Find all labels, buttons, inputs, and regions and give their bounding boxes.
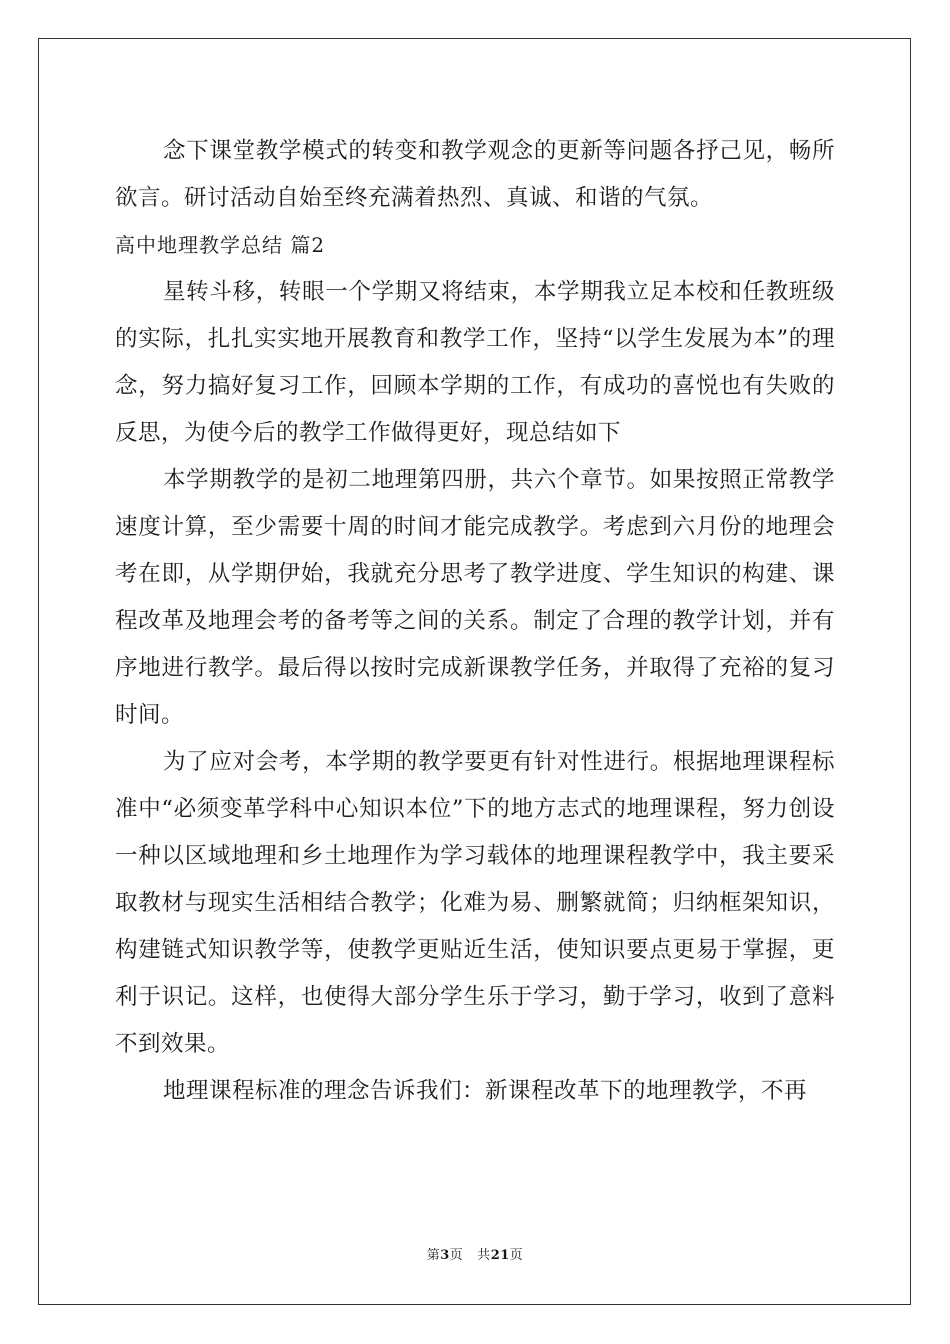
page-prefix: 第 (426, 1248, 441, 1263)
paragraph-teaching-content: 本学期教学的是初二地理第四册，共六个章节。如果按照正常教学速度计算，至少需要十周的时间才能完成教学。考虑到六月份的地理会考在即，从学期伊始，我就充分思考了教学进度、学生知识的构建、课程改革及地理会考的备考等之间的关系。制定了合理的教学计划，并有序地进行教学。最后得以按时完成新课教学任务，并取得了充裕的复习时间。 (115, 467, 835, 728)
total-pages: 21 (490, 1248, 510, 1263)
page-footer (0, 1247, 950, 1265)
paragraph-curriculum-standard: 地理课程标准的理念告诉我们：新课程改革下的地理教学，不再 (163, 1078, 808, 1104)
document-body (115, 128, 835, 1115)
page-suffix: 页 (449, 1248, 464, 1263)
total-prefix: 共 (477, 1248, 491, 1263)
paragraph-continuation: 念下课堂教学模式的转变和教学观念的更新等问题各抒己见，畅所欲言。研讨活动自始至终充满着热烈、真诚、和谐的气氛。 (115, 138, 835, 211)
paragraph-exam-preparation: 为了应对会考，本学期的教学要更有针对性进行。根据地理课程标准中“必须变革学科中心知识本位”下的地方志式的地理课程，努力创设一种以区域地理和乡土地理作为学习载体的地理课程教学中，我主要采取教材与现实生活相结合教学；化难为易、删繁就简；归纳框架知识，构建链式知识教学等，使教学更贴近生活，使知识要点更易于掌握，更利于识记。这样，也使得大部分学生乐于学习，勤于学习，收到了意料不到效果。 (115, 749, 835, 1057)
page-number: 3 (440, 1248, 450, 1263)
section-heading: 高中地理教学总结 篇2 (115, 233, 326, 257)
paragraph-intro: 星转斗移，转眼一个学期又将结束，本学期我立足本校和任教班级的实际，扎扎实实地开展教育和教学工作，坚持“以学生发展为本”的理念，努力搞好复习工作，回顾本学期的工作，有成功的喜悦也有失败的反思，为使今后的教学工作做得更好，现总结如下 (115, 279, 835, 446)
total-suffix: 页 (509, 1248, 524, 1263)
